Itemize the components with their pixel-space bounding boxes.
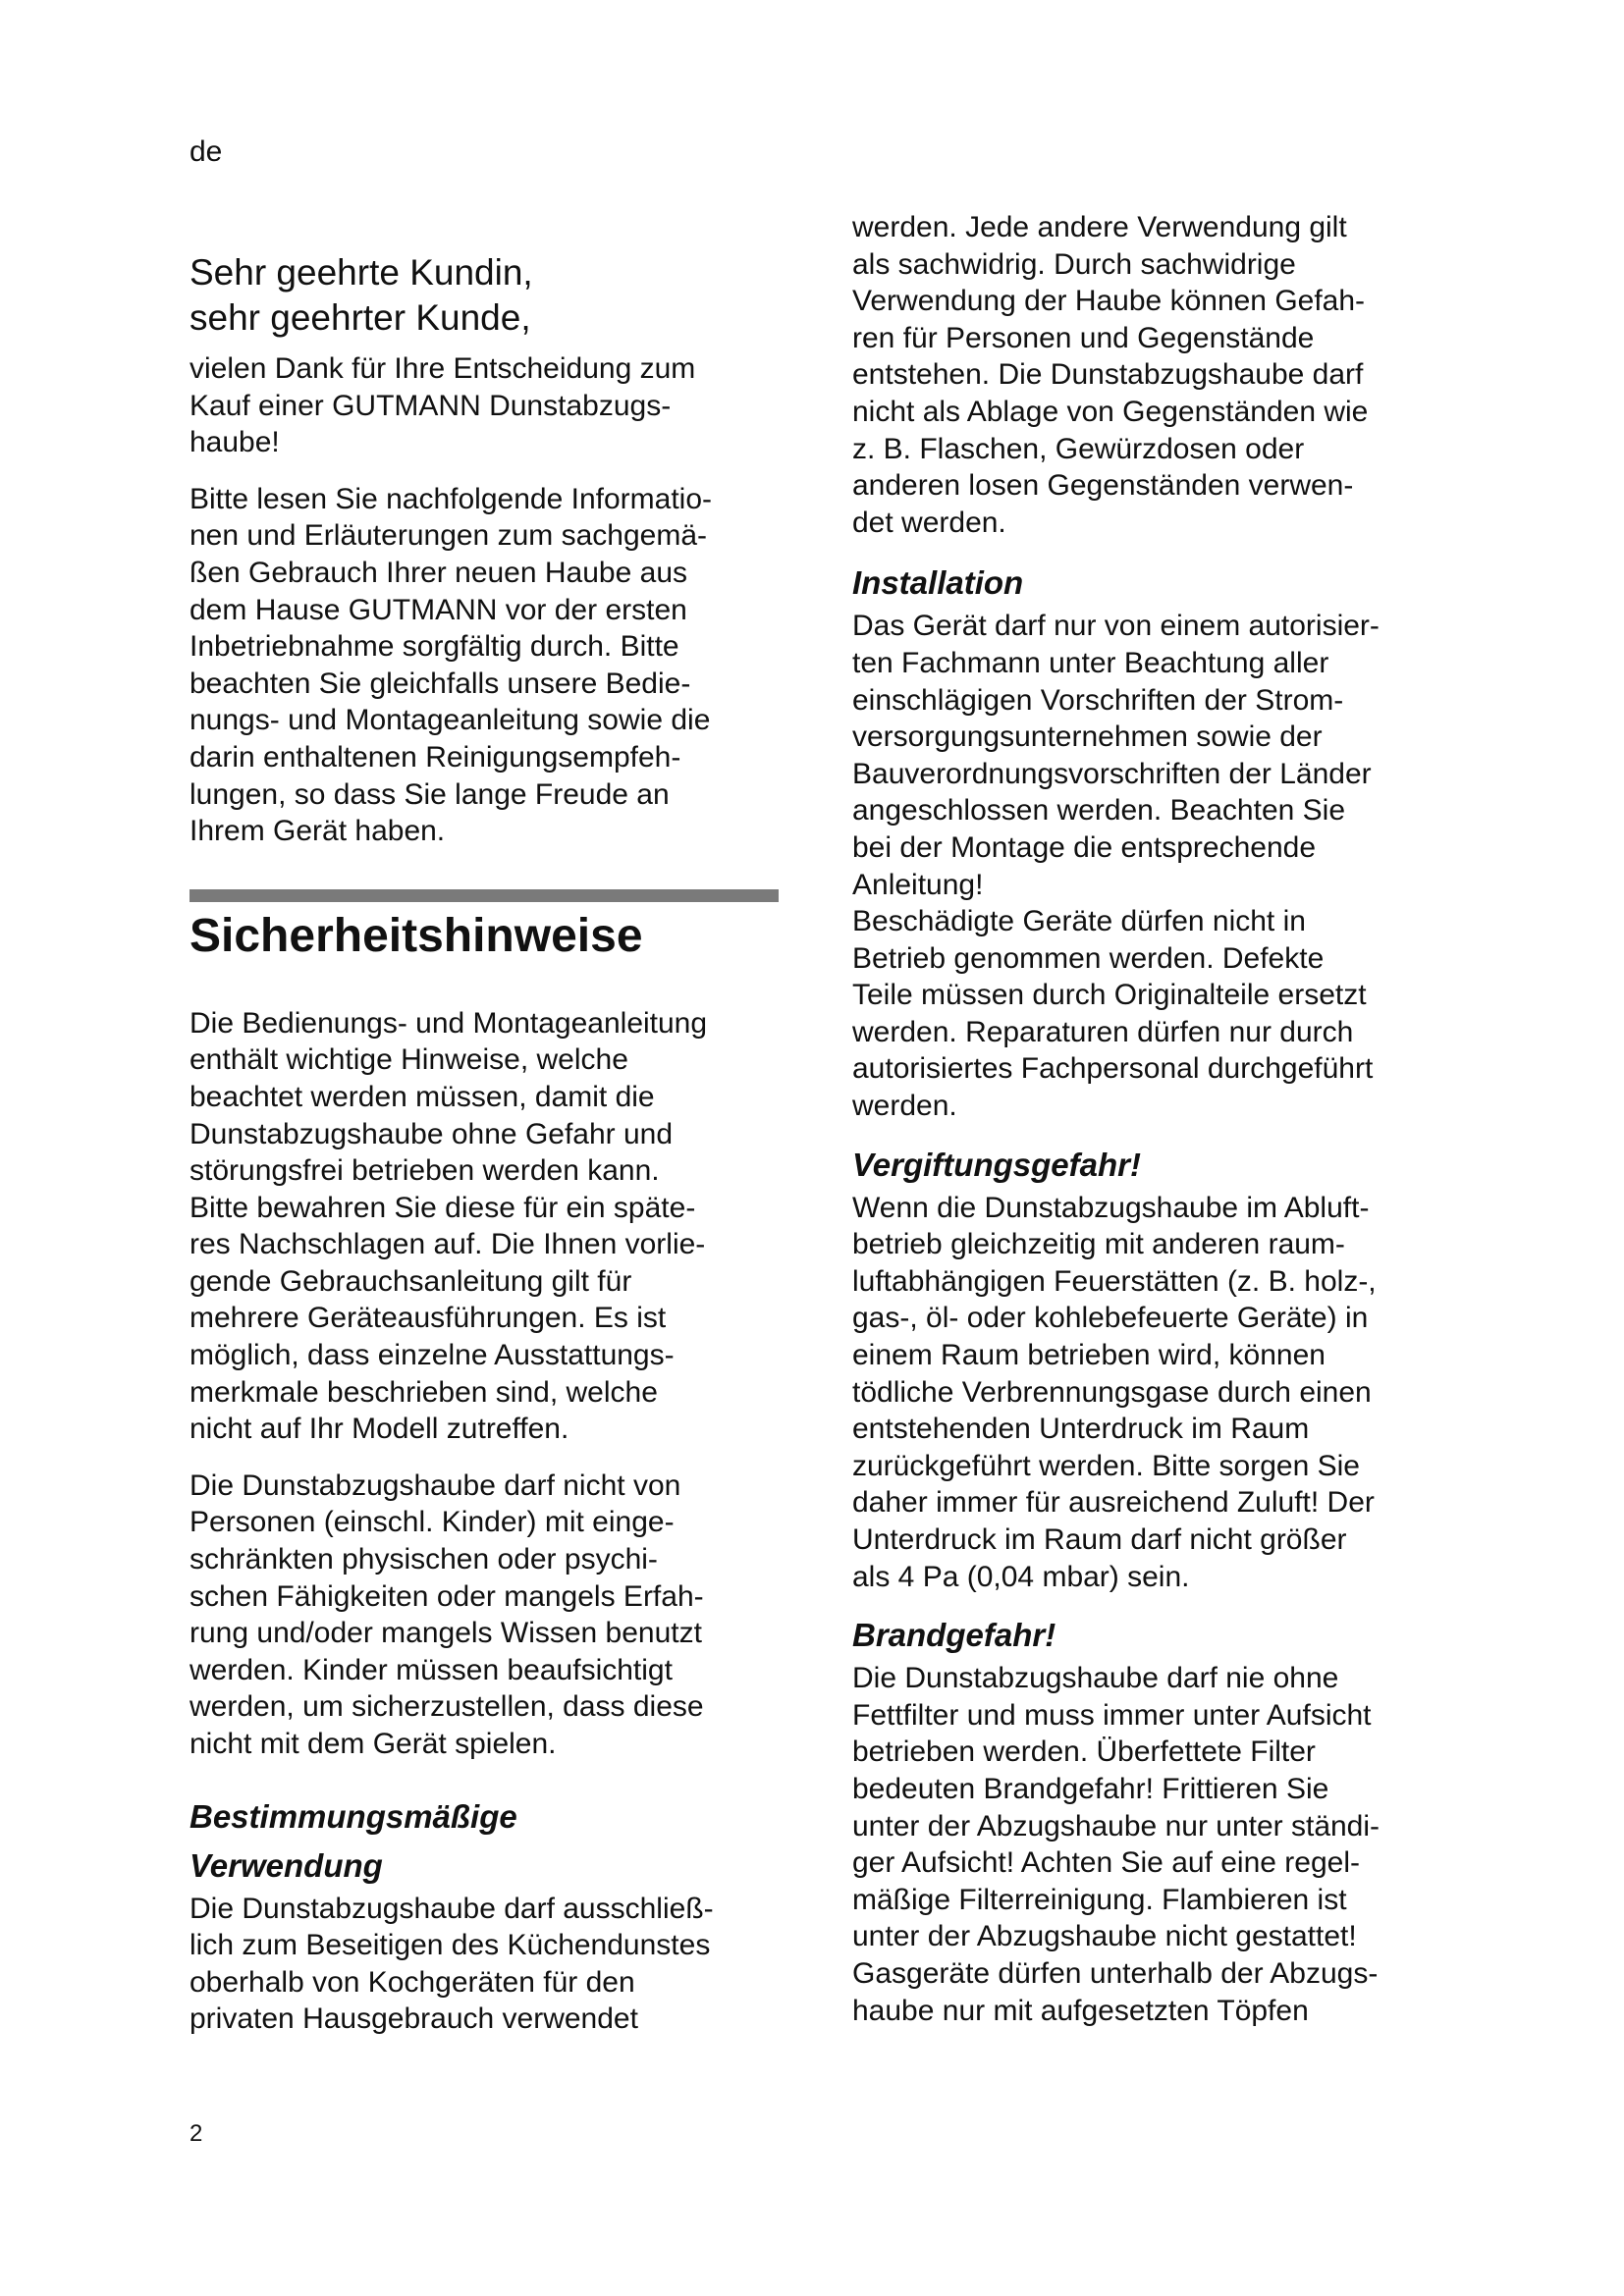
greeting-line-1: Sehr geehrte Kundin, <box>189 252 533 293</box>
fire-danger-heading: Brandgefahr! <box>852 1617 1056 1654</box>
section-divider <box>189 889 779 902</box>
usage-paragraph-continued: werden. Jede andere Verwendung gilt als sachwidrig. Durch sachwidrige Verwendung der Haube können Gefah- ren für Personen und Gegenstände entstehen. Die Dunstabzugshaube darf nicht als Ablage von Gegenständen wie z. B. Flaschen, Gewürzdosen oder anderen losen Gegenständen verwen- det werden. <box>852 211 1369 539</box>
installation-paragraph: Das Gerät darf nur von einem autorisier- ten Fachmann unter Beachtung aller einschlägigen Vorschriften der Strom- versorgungsunternehmen sowie der Bauverordnungsvorschriften der Länder angeschlossen werden. Beachten Sie bei der Montage die entsprechende Anleitung! Beschädigte Geräte dürfen nicht in Betrieb genommen werden. Defekte Teile müssen durch Originalteile ersetzt werden. Reparaturen dürfen nur durch autorisiertes Fachpersonal durchgeführt werden. <box>852 610 1380 1123</box>
language-label: de <box>189 135 223 168</box>
greeting-line-2: sehr geehrter Kunde, <box>189 297 531 338</box>
left-column <box>189 0 779 2038</box>
greeting <box>189 250 779 341</box>
safety-paragraph-1: Die Bedienungs- und Montageanleitung enthält wichtige Hinweise, welche beachtet werden müssen, damit die Dunstabzugshaube ohne Gefahr und störungsfrei betrieben werden kann. Bitte bewahren Sie diese für ein späte- res Nachschlagen auf. Die Ihnen vorlie- gende Gebrauchsanleitung gilt für mehrere Geräteausführungen. Es ist möglich, dass einzelne Ausstattungs- merkmale beschrieben sind, welche nicht auf Ihr Modell zutreffen. <box>189 1006 708 1446</box>
installation-heading: Installation <box>852 564 1024 602</box>
fire-danger-paragraph: Die Dunstabzugshaube darf nie ohne Fettfilter und muss immer unter Aufsicht betrieben werden. Überfettete Filter bedeuten Brandgefahr! Frittieren Sie unter der Abzugshaube nur unter ständi- ger Aufsicht! Achten Sie auf eine regel- mäßige Filterreinigung. Flambieren ist unter der Abzugshaube nicht gestattet! Gasgeräte dürfen unterhalb der Abzugs- haube nur mit aufgesetzten Töpfen <box>852 1662 1380 2027</box>
usage-heading: Bestimmungsmäßige Verwendung <box>189 1797 517 1884</box>
poison-danger-paragraph: Wenn die Dunstabzugshaube im Abluft- betrieb gleichzeitig mit anderen raum- luftabhängigen Feuerstätten (z. B. holz-, gas-, öl- oder kohlebefeuerte Geräte) in einem Raum betrieben wird, können tödliche Verbrennungsgase durch einen entstehenden Unterdruck im Raum zurückgeführt werden. Bitte sorgen Sie daher immer für ausreichend Zuluft! Der Unterdruck im Raum darf nicht größer als 4 Pa (0,04 mbar) sein. <box>852 1191 1377 1593</box>
safety-paragraph-2: Die Dunstabzugshaube darf nicht von Personen (einschl. Kinder) mit einge- schränkten physischen oder psychi- schen Fähigkeiten oder mangels Erfah- rung und/oder mangels Wissen benutzt werden. Kinder müssen beaufsichtigt werden, um sicherzustellen, dass diese nicht mit dem Gerät spielen. <box>189 1468 704 1760</box>
poison-danger-heading: Vergiftungsgefahr! <box>852 1146 1141 1183</box>
section-title: Sicherheitshinweise <box>189 909 643 962</box>
right-column <box>852 0 1453 2029</box>
usage-paragraph: Die Dunstabzugshaube darf ausschließ- lich zum Beseitigen des Küchendunstes oberhalb von Kochgeräten für den privaten Hausgebrauch verwendet <box>189 1892 714 2036</box>
intro-paragraph: vielen Dank für Ihre Entscheidung zum Kauf einer GUTMANN Dunstabzugs- haube! <box>189 352 696 459</box>
intro-paragraph-2: Bitte lesen Sie nachfolgende Informatio- nen und Erläuterungen zum sachgemä- ßen Gebrauch Ihrer neuen Haube aus dem Hause GUTMANN vor der ersten Inbetriebnahme sorgfältig durch. Bitte beachten Sie gleichfalls unsere Bedie- nungs- und Montageanleitung sowie die darin enthaltenen Reinigungsempfeh- lungen, so dass Sie lange Freude an Ihrem Gerät haben. <box>189 482 712 848</box>
page-number: 2 <box>189 2120 203 2147</box>
